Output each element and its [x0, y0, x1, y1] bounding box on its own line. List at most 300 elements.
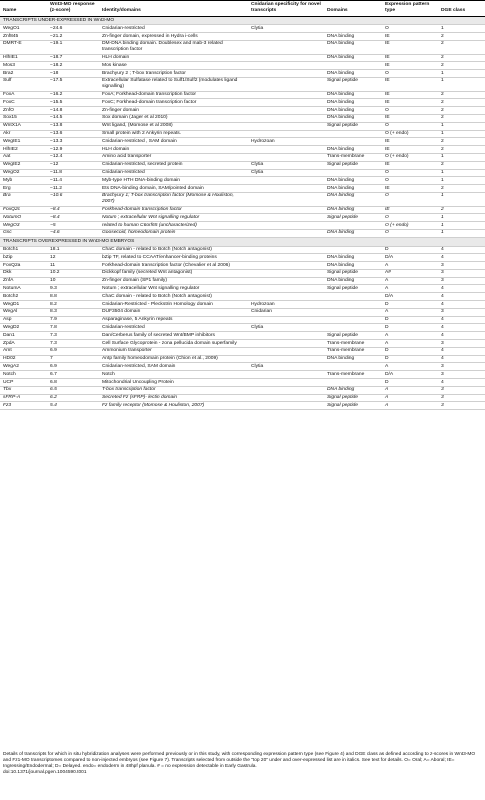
- table-row: [0, 138, 485, 146]
- cell-domains: Signal peptide: [324, 402, 382, 410]
- cell-name: ZpdA: [0, 340, 47, 348]
- table-row: [0, 77, 485, 91]
- cell-identity: Cnidarian-restricted, SAM domain: [99, 363, 248, 371]
- cell-identity: Dan/Cerberus family of secreted Wnt/BMP inhibitors: [99, 332, 248, 340]
- cell-zscore: −5: [47, 222, 99, 230]
- cell-domains: Signal peptide: [324, 122, 382, 130]
- cell-expression-type: A: [382, 285, 438, 293]
- cell-domains: DNA binding: [324, 229, 382, 237]
- table-row: [0, 153, 485, 161]
- cell-identity: Zn-finger domain: [99, 107, 248, 115]
- cell-zscore: 6.5: [47, 386, 99, 394]
- cell-dge-class: 1: [438, 177, 485, 185]
- cell-expression-type: O: [382, 169, 438, 177]
- table-row: [0, 25, 485, 33]
- cell-expression-type: O: [382, 25, 438, 33]
- cell-identity: T-box transcription factor: [99, 386, 248, 394]
- cell-name: Erg: [0, 185, 47, 193]
- cell-expression-type: D/A: [382, 371, 438, 379]
- cell-dge-class: 4: [438, 301, 485, 309]
- cell-name: WegO3: [0, 222, 47, 230]
- cell-name: FoxA: [0, 91, 47, 99]
- cell-name: HlhIE1: [0, 54, 47, 62]
- cell-identity: Zn-finger domain (SP1 family): [99, 277, 248, 285]
- cell-cnidarian-specificity: Clytia: [248, 363, 324, 371]
- cell-name: HD02: [0, 355, 47, 363]
- cell-dge-class: 4: [438, 293, 485, 301]
- cell-expression-type: IE: [382, 99, 438, 107]
- cell-identity: related to human C6orf65 (uncharacterized): [99, 222, 248, 230]
- cell-cnidarian-specificity: [248, 347, 324, 355]
- cell-domains: Signal peptide: [324, 214, 382, 222]
- cell-identity: DUF3504 domain: [99, 308, 248, 316]
- cell-identity: Cell Surface Glycoprotein - zona pellucida domain superfamily: [99, 340, 248, 348]
- cell-name: Fz3: [0, 402, 47, 410]
- cell-name: Botch1: [0, 246, 47, 254]
- cell-dge-class: 2: [438, 40, 485, 54]
- cell-zscore: 6.9: [47, 363, 99, 371]
- cell-name: Bra: [0, 192, 47, 206]
- cell-identity: Ets DNA-binding domain, SAM/pointed domain: [99, 185, 248, 193]
- cell-cnidarian-specificity: Clytia: [248, 161, 324, 169]
- cell-cnidarian-specificity: [248, 269, 324, 277]
- cell-identity: Myb-type HTH DNA-binding domain: [99, 177, 248, 185]
- cell-cnidarian-specificity: [248, 262, 324, 270]
- cell-expression-type: O (+ endo): [382, 130, 438, 138]
- cell-domains: DNA binding: [324, 54, 382, 62]
- table-row: [0, 347, 485, 355]
- header-zscore: Wnt3-MO response (z-score): [47, 1, 99, 17]
- cell-identity: Cnidarian-restricted: [99, 169, 248, 177]
- cell-identity: Wnt ligand, (Momose et al 2008): [99, 122, 248, 130]
- cell-cnidarian-specificity: [248, 114, 324, 122]
- cell-expression-type: D/A: [382, 254, 438, 262]
- cell-identity: Notch: [99, 371, 248, 379]
- cell-expression-type: IE: [382, 62, 438, 70]
- cell-domains: DNA binding: [324, 192, 382, 206]
- cell-zscore: 6.2: [47, 394, 99, 402]
- cell-expression-type: A: [382, 332, 438, 340]
- cell-identity: Notum ; extracellular Wnt signalling regulator: [99, 285, 248, 293]
- cell-name: WegO1: [0, 25, 47, 33]
- cell-zscore: −24.6: [47, 25, 99, 33]
- cell-zscore: −12.4: [47, 153, 99, 161]
- table-row: [0, 107, 485, 115]
- cell-zscore: −11.4: [47, 177, 99, 185]
- cell-domains: Trans-membrane: [324, 153, 382, 161]
- cell-cnidarian-specificity: [248, 316, 324, 324]
- table-row: [0, 402, 485, 410]
- cell-zscore: −11.2: [47, 185, 99, 193]
- cell-domains: DNA binding: [324, 107, 382, 115]
- cell-expression-type: IE: [382, 77, 438, 91]
- cell-expression-type: IE: [382, 206, 438, 214]
- cell-identity: Goosecoid, homeodomain protein: [99, 229, 248, 237]
- cell-cnidarian-specificity: [248, 293, 324, 301]
- cell-domains: [324, 293, 382, 301]
- cell-zscore: −13.8: [47, 122, 99, 130]
- cell-cnidarian-specificity: [248, 355, 324, 363]
- cell-identity: Asparaginase, 5 Ankyrin repeats: [99, 316, 248, 324]
- cell-dge-class: 3: [438, 394, 485, 402]
- cell-identity: Notum ; extracellular Wnt signalling regulator: [99, 214, 248, 222]
- cell-zscore: −19.1: [47, 40, 99, 54]
- header-name: Name: [0, 1, 47, 17]
- section-title: TRANSCRIPTS UNDER-EXPRESSED IN Wnt3-MO: [0, 16, 485, 25]
- table-row: [0, 122, 485, 130]
- cell-zscore: 7.3: [47, 340, 99, 348]
- cell-identity: Brachyury 1; T-box transcription factor (Momose & Houliston, 2007): [99, 192, 248, 206]
- cell-dge-class: 1: [438, 25, 485, 33]
- cell-expression-type: A: [382, 402, 438, 410]
- cell-zscore: 6.9: [47, 347, 99, 355]
- cell-zscore: 8.2: [47, 301, 99, 309]
- table-row: [0, 161, 485, 169]
- cell-name: WegA2: [0, 363, 47, 371]
- cell-domains: [324, 246, 382, 254]
- cell-zscore: −8.4: [47, 206, 99, 214]
- cell-identity: ChaC domain - related to Botch (Notch antagonist): [99, 246, 248, 254]
- cell-zscore: −18.2: [47, 62, 99, 70]
- cell-zscore: −4.6: [47, 229, 99, 237]
- cell-expression-type: O: [382, 70, 438, 78]
- cell-dge-class: 1: [438, 122, 485, 130]
- cell-identity: Amino acid transporter: [99, 153, 248, 161]
- cell-identity: Fz family receptor (Momose & Houliston, 2007): [99, 402, 248, 410]
- cell-dge-class: 1: [438, 70, 485, 78]
- cell-cnidarian-specificity: Clytia: [248, 324, 324, 332]
- cell-identity: HLH domain: [99, 146, 248, 154]
- table-row: [0, 70, 485, 78]
- cell-name: WntX1A: [0, 122, 47, 130]
- cell-expression-type: A: [382, 262, 438, 270]
- cell-zscore: 6.7: [47, 371, 99, 379]
- cell-name: Bra2: [0, 70, 47, 78]
- cell-domains: DNA binding: [324, 146, 382, 154]
- table-row: [0, 246, 485, 254]
- cell-expression-type: O: [382, 177, 438, 185]
- table-row: [0, 40, 485, 54]
- cell-name: UCP: [0, 379, 47, 387]
- cell-cnidarian-specificity: [248, 33, 324, 41]
- table-row: [0, 99, 485, 107]
- cell-name: Aat: [0, 153, 47, 161]
- cell-identity: Dickkopf family (secreted Wnt antagonist): [99, 269, 248, 277]
- cell-zscore: −14.5: [47, 114, 99, 122]
- cell-cnidarian-specificity: [248, 62, 324, 70]
- cell-domains: [324, 301, 382, 309]
- cell-domains: DNA binding: [324, 355, 382, 363]
- cell-name: Gsc: [0, 229, 47, 237]
- table-row: [0, 394, 485, 402]
- cell-zscore: −18.7: [47, 54, 99, 62]
- cell-dge-class: 3: [438, 277, 485, 285]
- cell-domains: [324, 379, 382, 387]
- cell-dge-class: 2: [438, 138, 485, 146]
- cell-domains: DNA binding: [324, 33, 382, 41]
- cell-dge-class: 2: [438, 206, 485, 214]
- cell-dge-class: 4: [438, 285, 485, 293]
- cell-expression-type: O: [382, 122, 438, 130]
- cell-identity: DM-DNA binding domain. Doublesex and mab-3 related transcription factor: [99, 40, 248, 54]
- cell-zscore: 10: [47, 277, 99, 285]
- table-row: [0, 114, 485, 122]
- cell-name: WegD1: [0, 301, 47, 309]
- cell-expression-type: D: [382, 379, 438, 387]
- cell-cnidarian-specificity: [248, 285, 324, 293]
- cell-zscore: 6.8: [47, 379, 99, 387]
- cell-domains: Signal peptide: [324, 269, 382, 277]
- cell-dge-class: 3: [438, 269, 485, 277]
- table-row: [0, 185, 485, 193]
- cell-domains: [324, 324, 382, 332]
- cell-cnidarian-specificity: Clytia: [248, 169, 324, 177]
- cell-dge-class: 2: [438, 185, 485, 193]
- cell-expression-type: O: [382, 107, 438, 115]
- cell-name: HlhIE2: [0, 146, 47, 154]
- cell-cnidarian-specificity: [248, 379, 324, 387]
- cell-domains: [324, 222, 382, 230]
- cell-zscore: −13.6: [47, 130, 99, 138]
- table-row: [0, 324, 485, 332]
- cell-name: Sox15: [0, 114, 47, 122]
- cell-dge-class: 4: [438, 324, 485, 332]
- cell-domains: DNA binding: [324, 386, 382, 394]
- cell-domains: [324, 62, 382, 70]
- cell-expression-type: A: [382, 277, 438, 285]
- cell-domains: DNA binding: [324, 70, 382, 78]
- cell-cnidarian-specificity: Cnidarian: [248, 308, 324, 316]
- cell-dge-class: 2: [438, 54, 485, 62]
- table-row: [0, 214, 485, 222]
- table-row: [0, 254, 485, 262]
- cell-domains: Signal peptide: [324, 394, 382, 402]
- cell-identity: Cnidarian-restricted , SAM domain: [99, 138, 248, 146]
- table-row: [0, 340, 485, 348]
- table-row: [0, 277, 485, 285]
- cell-name: DMRT-E: [0, 40, 47, 54]
- cell-dge-class: 4: [438, 379, 485, 387]
- cell-identity: Secreted Fz (sFRP)- lectin domain: [99, 394, 248, 402]
- cell-dge-class: 2: [438, 91, 485, 99]
- cell-zscore: −18: [47, 70, 99, 78]
- cell-name: Sulf: [0, 77, 47, 91]
- cell-cnidarian-specificity: [248, 107, 324, 115]
- cell-name: Tbx: [0, 386, 47, 394]
- section-header-row: [0, 16, 485, 25]
- cell-zscore: −17.5: [47, 77, 99, 91]
- cell-domains: DNA binding: [324, 91, 382, 99]
- cell-identity: Ammonium transporter: [99, 347, 248, 355]
- cell-expression-type: O: [382, 192, 438, 206]
- cell-expression-type: IE: [382, 91, 438, 99]
- cell-name: Mos3: [0, 62, 47, 70]
- cell-expression-type: IE: [382, 185, 438, 193]
- cell-domains: [324, 169, 382, 177]
- cell-name: FoxQ2a: [0, 262, 47, 270]
- table-row: [0, 229, 485, 237]
- cell-domains: [324, 316, 382, 324]
- table-row: [0, 293, 485, 301]
- cell-expression-type: A: [382, 340, 438, 348]
- table-row: [0, 54, 485, 62]
- cell-zscore: −16.2: [47, 91, 99, 99]
- cell-domains: DNA binding: [324, 177, 382, 185]
- cell-cnidarian-specificity: [248, 146, 324, 154]
- cell-dge-class: 3: [438, 308, 485, 316]
- cell-cnidarian-specificity: [248, 70, 324, 78]
- cell-dge-class: 4: [438, 332, 485, 340]
- cell-dge-class: 3: [438, 402, 485, 410]
- cell-identity: HLH domain: [99, 54, 248, 62]
- table-row: [0, 363, 485, 371]
- cell-expression-type: D: [382, 324, 438, 332]
- table-row: [0, 192, 485, 206]
- footnote-text: Details of transcripts for which in situ hybridization analyses were performed previously or in this study, with corresponding expression pattern type (see Figure 4) and DGE class as defined according to z-scores in Wnt3-MO and Fz1-MO transcriptomes compared to non-injected embryos (see Figure 7). Transcripts selected from outside the "top 20" under and over-expressed list are in italics. See text for details. O= Oral; A= Aboral; IE= Ingressing/Endodermal; D= Delayed. endo= endoderm in 48hpf planula. # = no expression detectable in Early Gastrula.: [3, 752, 476, 769]
- cell-domains: DNA binding: [324, 206, 382, 214]
- cell-identity: bZip TF, related to CCAAT/enhancer-binding proteins: [99, 254, 248, 262]
- cell-zscore: −13.3: [47, 138, 99, 146]
- cell-expression-type: A: [382, 394, 438, 402]
- cell-cnidarian-specificity: [248, 371, 324, 379]
- cell-dge-class: 3: [438, 363, 485, 371]
- cell-expression-type: A: [382, 308, 438, 316]
- cell-expression-type: O: [382, 214, 438, 222]
- cell-domains: Trans-membrane: [324, 340, 382, 348]
- cell-domains: [324, 138, 382, 146]
- cell-expression-type: O: [382, 229, 438, 237]
- cell-dge-class: 1: [438, 77, 485, 91]
- cell-expression-type: IE: [382, 161, 438, 169]
- cell-dge-class: 1: [438, 214, 485, 222]
- table-row: [0, 206, 485, 214]
- cell-domains: Signal peptide: [324, 161, 382, 169]
- cell-dge-class: 3: [438, 386, 485, 394]
- cell-domains: Signal peptide: [324, 285, 382, 293]
- cell-expression-type: D: [382, 347, 438, 355]
- cell-zscore: −11.8: [47, 169, 99, 177]
- cell-dge-class: 2: [438, 62, 485, 70]
- cell-identity: FoxA; Forkhead-domain transcription factor: [99, 91, 248, 99]
- cell-zscore: 18.1: [47, 246, 99, 254]
- table-body: [0, 16, 485, 410]
- cell-expression-type: O (+ endo): [382, 222, 438, 230]
- cell-identity: Zn-finger domain, expressed in Hydra i-cells: [99, 33, 248, 41]
- header-dge-class: DGE class: [438, 1, 485, 17]
- cell-domains: Signal peptide: [324, 77, 382, 91]
- cell-dge-class: 1: [438, 130, 485, 138]
- cell-expression-type: IE: [382, 138, 438, 146]
- cell-dge-class: 2: [438, 161, 485, 169]
- cell-name: WegO2: [0, 169, 47, 177]
- cell-domains: Signal peptide: [324, 332, 382, 340]
- cell-expression-type: IE: [382, 114, 438, 122]
- cell-name: Dkk: [0, 269, 47, 277]
- cell-expression-type: D: [382, 355, 438, 363]
- cell-dge-class: 3: [438, 371, 485, 379]
- table-row: [0, 130, 485, 138]
- cell-domains: Trans-membrane: [324, 371, 382, 379]
- cell-domains: DNA binding: [324, 99, 382, 107]
- cell-domains: Trans-membrane: [324, 347, 382, 355]
- table-row: [0, 308, 485, 316]
- cell-identity: Cnidarian-restricted: [99, 25, 248, 33]
- cell-identity: Extracellular Sulfatase related to Sulf1/Sulf2 (modulates ligand signalling): [99, 77, 248, 91]
- cell-zscore: 7: [47, 355, 99, 363]
- cell-name: Botch2: [0, 293, 47, 301]
- cell-expression-type: IE: [382, 33, 438, 41]
- cell-zscore: −12.9: [47, 146, 99, 154]
- cell-identity: Forkhead-domain transcription factor (Chevalier et al 2006): [99, 262, 248, 270]
- cell-dge-class: 1: [438, 222, 485, 230]
- cell-zscore: 8.3: [47, 308, 99, 316]
- cell-cnidarian-specificity: [248, 402, 324, 410]
- table-row: [0, 169, 485, 177]
- cell-domains: DNA binding: [324, 185, 382, 193]
- cell-expression-type: IE: [382, 146, 438, 154]
- cell-dge-class: 2: [438, 99, 485, 107]
- cell-zscore: −14.8: [47, 107, 99, 115]
- cell-identity: Small protein with 2 Ankyrin repeats.: [99, 130, 248, 138]
- cell-identity: Cnidarian-restricted: [99, 324, 248, 332]
- cell-zscore: −12: [47, 161, 99, 169]
- cell-name: Notch: [0, 371, 47, 379]
- cell-name: FoxC: [0, 99, 47, 107]
- cell-domains: [324, 25, 382, 33]
- cell-cnidarian-specificity: [248, 222, 324, 230]
- header-domains: Domains: [324, 1, 382, 17]
- cell-cnidarian-specificity: [248, 91, 324, 99]
- cell-domains: [324, 308, 382, 316]
- cell-dge-class: 4: [438, 316, 485, 324]
- cell-zscore: −10.6: [47, 192, 99, 206]
- cell-name: Amt: [0, 347, 47, 355]
- cell-cnidarian-specificity: [248, 332, 324, 340]
- cell-name: Asp: [0, 316, 47, 324]
- cell-name: NotumO: [0, 214, 47, 222]
- cell-dge-class: 2: [438, 33, 485, 41]
- cell-zscore: 9.3: [47, 285, 99, 293]
- cell-expression-type: O (+ endo): [382, 153, 438, 161]
- cell-dge-class: 2: [438, 107, 485, 115]
- table-row: [0, 285, 485, 293]
- cell-identity: Antp family homeodomain protein (Chion et al., 2009): [99, 355, 248, 363]
- cell-name: ZnfA: [0, 277, 47, 285]
- table-row: [0, 146, 485, 154]
- table-row: [0, 269, 485, 277]
- cell-cnidarian-specificity: [248, 214, 324, 222]
- cell-cnidarian-specificity: [248, 177, 324, 185]
- table-header-row: [0, 1, 485, 17]
- cell-zscore: 5.4: [47, 402, 99, 410]
- cell-cnidarian-specificity: [248, 185, 324, 193]
- cell-dge-class: 4: [438, 355, 485, 363]
- cell-expression-type: D: [382, 316, 438, 324]
- cell-expression-type: A: [382, 386, 438, 394]
- cell-zscore: 10.2: [47, 269, 99, 277]
- cell-cnidarian-specificity: Hydrozoan: [248, 301, 324, 309]
- table-row: [0, 371, 485, 379]
- cell-expression-type: IE: [382, 40, 438, 54]
- cell-name: Znf845: [0, 33, 47, 41]
- cell-dge-class: 4: [438, 254, 485, 262]
- cell-cnidarian-specificity: [248, 394, 324, 402]
- cell-zscore: 7.8: [47, 324, 99, 332]
- cell-cnidarian-specificity: [248, 122, 324, 130]
- cell-name: ZnfO: [0, 107, 47, 115]
- header-expression-type: Expression pattern type: [382, 1, 438, 17]
- table-row: [0, 301, 485, 309]
